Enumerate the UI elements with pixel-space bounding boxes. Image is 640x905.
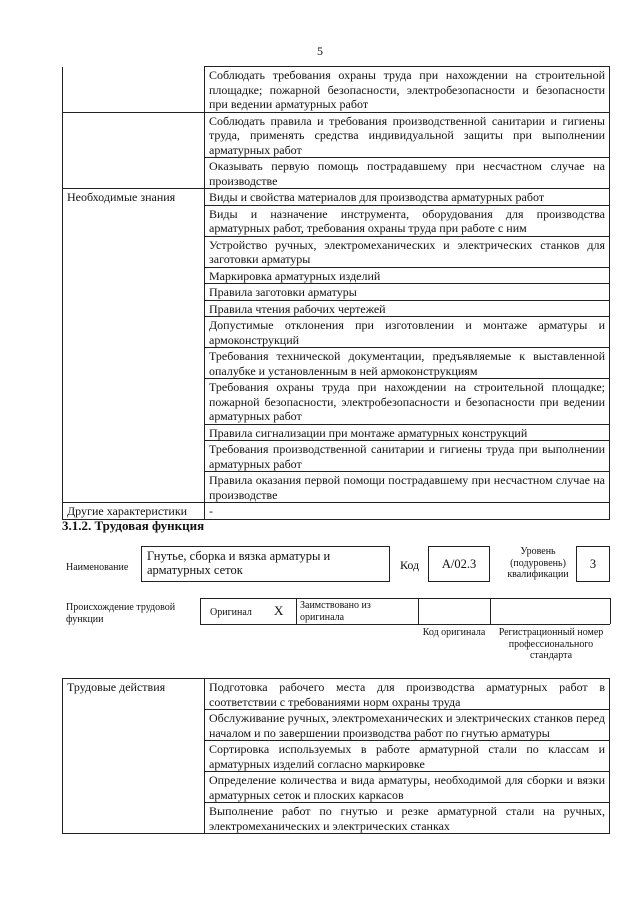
table-row [63, 158, 610, 189]
section-heading: 3.1.2. Трудовая функция [62, 518, 205, 533]
table-row [63, 205, 610, 236]
table-row [63, 441, 610, 472]
table-row [63, 317, 610, 348]
row-label [63, 424, 205, 441]
row-label [63, 267, 205, 284]
row-label [63, 236, 205, 267]
level-value: 3 [576, 546, 610, 582]
row-text: Обслуживание ручных, электромеханических и электрических станков перед началом и по завершении производства работ по гнутью арматуры [205, 710, 610, 741]
table-row [63, 284, 610, 301]
row-text: Оказывать первую помощь пострадавшему при несчастном случае на производстве [205, 158, 610, 189]
row-text: Соблюдать требования охраны труда при нахождении на строительной площадке; пожарной безопасности, электробезопасности и безопасности при ведении арматурных работ [205, 67, 610, 113]
code-value: A/02.3 [428, 546, 490, 582]
row-text: Виды и назначение инструмента, оборудования для производства арматурных работ, требования охраны труда при работе с ним [205, 205, 610, 236]
row-label [63, 710, 205, 741]
table-row [63, 803, 610, 834]
table-row [63, 236, 610, 267]
original-label: Оригинал [210, 607, 252, 618]
actions-table [62, 678, 610, 834]
row-text: Правила оказания первой помощи пострадавшему при несчастном случае на производстве [205, 472, 610, 503]
name-label: Наименование [66, 562, 129, 573]
row-text: Соблюдать правила и требования производственной санитарии и гигиены труда, применять средства индивидуальной защиты при выполнении арматурных работ [205, 112, 610, 158]
knowledge-table [62, 66, 610, 520]
row-text: Определение количества и вида арматуры, необходимой для сборки и вязки арматурных сеток и плоских каркасов [205, 772, 610, 803]
table-row [63, 503, 610, 520]
row-text: Правила чтения рабочих чертежей [205, 300, 610, 317]
row-label [63, 158, 205, 189]
level-label: Уровень (подуровень) квалификации [507, 546, 569, 580]
row-label: Трудовые действия [63, 679, 205, 710]
table-row [63, 112, 610, 158]
row-label [63, 441, 205, 472]
row-label [63, 348, 205, 379]
row-text: Выполнение работ по гнутью и резке арматурной стали на ручных, электромеханических и электрических станках [205, 803, 610, 834]
table-row [63, 348, 610, 379]
row-text: Допустимые отклонения при изготовлении и монтаже арматуры и армоконструкций [205, 317, 610, 348]
row-text: - [205, 503, 610, 520]
table-row [63, 67, 610, 113]
code-label: Код [400, 558, 420, 572]
row-text: Правила заготовки арматуры [205, 284, 610, 301]
table-row [63, 741, 610, 772]
row-text: Маркировка арматурных изделий [205, 267, 610, 284]
row-label [63, 772, 205, 803]
page-number: 5 [317, 44, 323, 58]
row-label: Другие характеристики [63, 503, 205, 520]
origin-label: Происхождение трудовой функции [66, 602, 176, 625]
table-row [63, 379, 610, 425]
row-text: Сортировка используемых в работе арматурной стали по классам и арматурных изделий согласно маркировке [205, 741, 610, 772]
row-label [63, 741, 205, 772]
original-mark: X [274, 603, 284, 618]
name-value: Гнутье, сборка и вязка арматуры и арматурных сеток [141, 546, 390, 582]
row-label [63, 472, 205, 503]
code-caption: Код оригинала [422, 627, 486, 638]
borrowed-label: Заимствовано из оригинала [300, 600, 371, 623]
table-row [63, 679, 610, 710]
table-row [63, 300, 610, 317]
table-row [63, 189, 610, 206]
row-label [63, 112, 205, 158]
row-label [63, 300, 205, 317]
row-label: Необходимые знания [63, 189, 205, 206]
row-label [63, 284, 205, 301]
table-row [63, 772, 610, 803]
table-row [63, 424, 610, 441]
row-label [63, 803, 205, 834]
row-text: Требования производственной санитарии и гигиены труда при выполнении арматурных работ [205, 441, 610, 472]
row-text: Требования технической документации, предъявляемые к выставленной опалубке и установленным в ней армоконструкциям [205, 348, 610, 379]
row-label [63, 379, 205, 425]
row-text: Правила сигнализации при монтаже арматурных конструкций [205, 424, 610, 441]
reg-caption: Регистрационный номер профессионального стандарта [498, 627, 604, 661]
row-label [63, 205, 205, 236]
row-text: Устройство ручных, электромеханических и электрических станков для заготовки арматуры [205, 236, 610, 267]
row-text: Виды и свойства материалов для производства арматурных работ [205, 189, 610, 206]
row-text: Требования охраны труда при нахождении на строительной площадке; пожарной безопасности, электробезопасности и безопасности при ведении арматурных работ [205, 379, 610, 425]
table-row [63, 472, 610, 503]
row-label [63, 317, 205, 348]
row-label [63, 67, 205, 113]
table-row [63, 267, 610, 284]
row-text: Подготовка рабочего места для производства арматурных работ в соответствии с требованиями норм охраны труда [205, 679, 610, 710]
table-row [63, 710, 610, 741]
